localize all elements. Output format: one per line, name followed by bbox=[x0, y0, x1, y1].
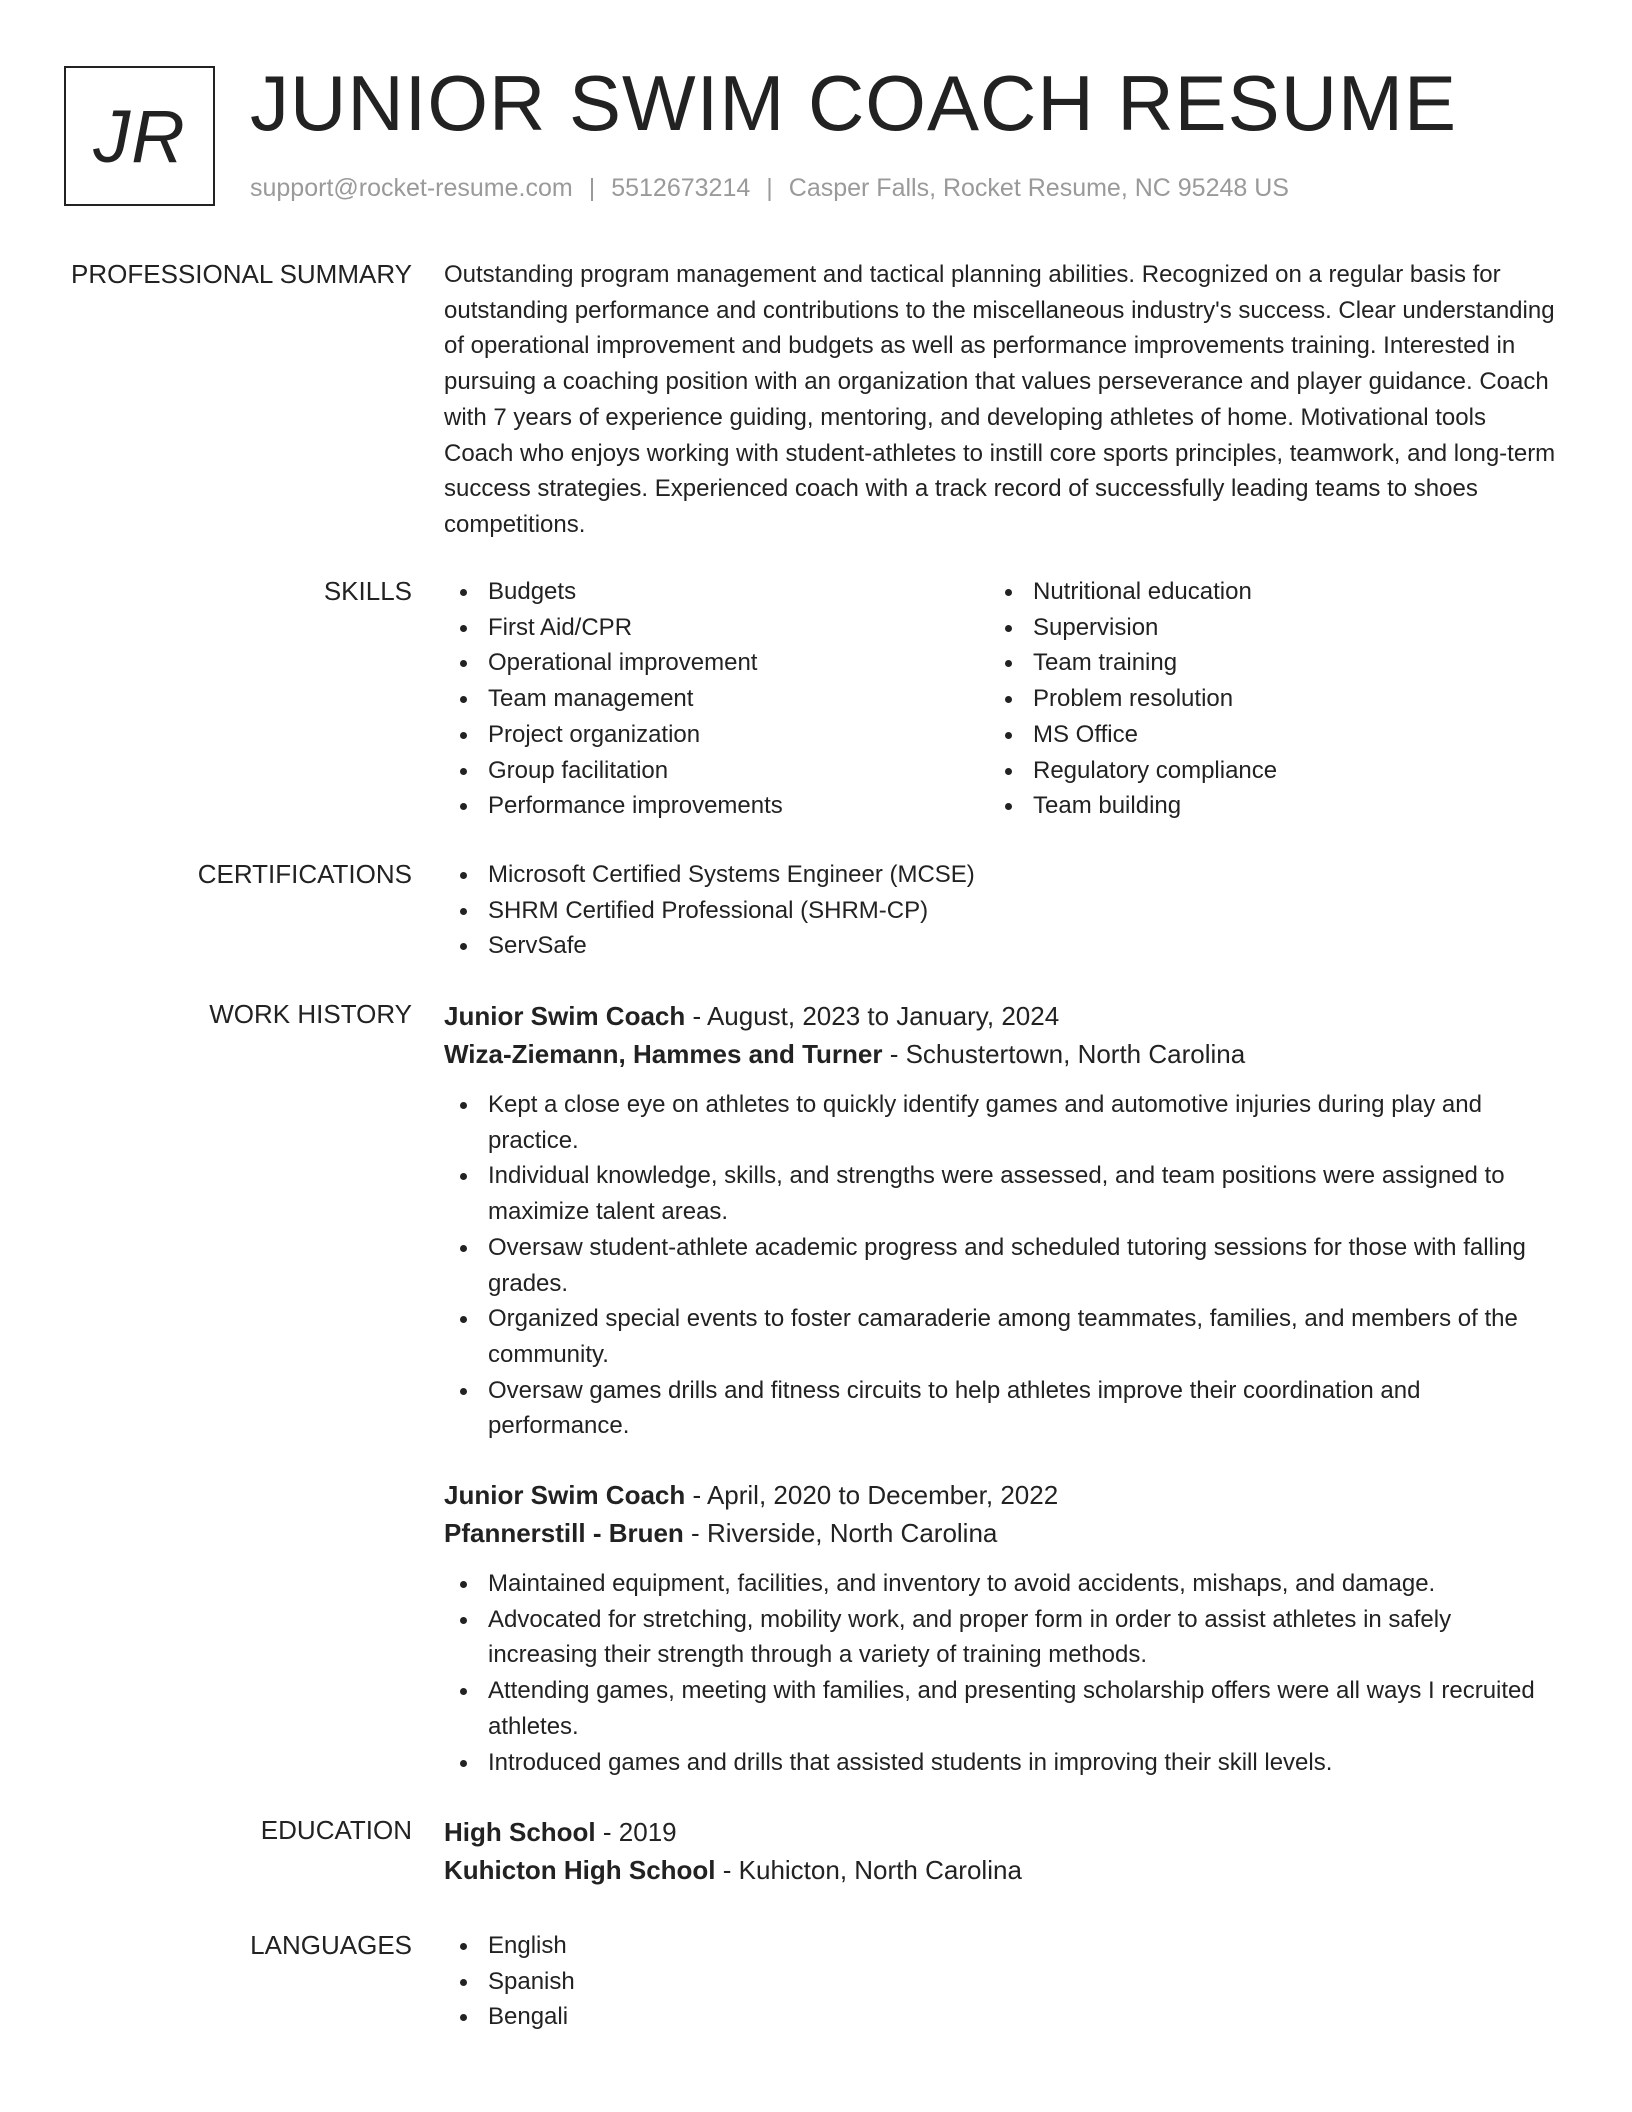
job-dates: April, 2020 to December, 2022 bbox=[706, 1480, 1059, 1511]
job-company: Pfannerstill - Bruen bbox=[444, 1518, 684, 1549]
job-title-line bbox=[444, 1476, 1556, 1514]
certification-item: ServSafe bbox=[444, 928, 1556, 964]
languages-list bbox=[444, 1928, 1556, 2035]
skill-item: MS Office bbox=[989, 717, 1534, 753]
duty-item: Maintained equipment, facilities, and inventory to avoid accidents, mishaps, and damage. bbox=[444, 1566, 1556, 1602]
work-history-body bbox=[444, 997, 1556, 1780]
skill-item: Operational improvement bbox=[444, 645, 989, 681]
skill-item: Team management bbox=[444, 681, 989, 717]
language-item: Bengali bbox=[444, 1999, 1556, 2035]
certification-item: SHRM Certified Professional (SHRM-CP) bbox=[444, 893, 1556, 929]
skill-item: Problem resolution bbox=[989, 681, 1534, 717]
duty-item: Attending games, meeting with families, and presenting scholarship offers were all ways I recruited athletes. bbox=[444, 1673, 1556, 1744]
job-dates: August, 2023 to January, 2024 bbox=[706, 1001, 1060, 1031]
job-duties bbox=[444, 1566, 1556, 1780]
languages-body bbox=[444, 1928, 1556, 2035]
skill-item: First Aid/CPR bbox=[444, 610, 989, 646]
language-item: Spanish bbox=[444, 1964, 1556, 2000]
contact-separator: | bbox=[588, 174, 596, 202]
section-heading: PROFESSIONAL SUMMARY bbox=[71, 259, 412, 289]
dash: - bbox=[715, 1855, 739, 1885]
job-entry bbox=[444, 997, 1556, 1444]
duty-item: Oversaw student-athlete academic progress and scheduled tutoring sessions for those with falling grades. bbox=[444, 1230, 1556, 1301]
contact-address: Casper Falls, Rocket Resume, NC 95248 US bbox=[788, 174, 1289, 202]
skill-item: Team building bbox=[989, 788, 1534, 824]
job-duties bbox=[444, 1087, 1556, 1444]
job-title: Junior Swim Coach bbox=[444, 1001, 686, 1031]
skills-list-left bbox=[444, 574, 989, 824]
monogram-box bbox=[64, 66, 215, 206]
skill-item: Supervision bbox=[989, 610, 1534, 646]
certifications-body bbox=[444, 857, 1556, 964]
education-degree: High School bbox=[444, 1817, 596, 1847]
dash: - bbox=[685, 1480, 707, 1511]
job-company-line bbox=[444, 1514, 1556, 1552]
education-school-line bbox=[444, 1851, 1556, 1889]
education-year: 2019 bbox=[618, 1817, 677, 1847]
dash: - bbox=[882, 1039, 906, 1069]
duty-item: Kept a close eye on athletes to quickly identify games and automotive injuries during play and practice. bbox=[444, 1087, 1556, 1158]
skills-body bbox=[444, 574, 1556, 824]
section-heading: SKILLS bbox=[323, 576, 412, 606]
contact-phone[interactable]: 5512673214 bbox=[611, 174, 751, 202]
contact-email[interactable]: support@rocket-resume.com bbox=[250, 174, 573, 202]
skill-item: Nutritional education bbox=[989, 574, 1534, 610]
skill-item: Team training bbox=[989, 645, 1534, 681]
summary-body bbox=[444, 257, 1556, 543]
certifications-list bbox=[444, 857, 1556, 964]
skill-item: Project organization bbox=[444, 717, 989, 753]
resume-title: JUNIOR SWIM COACH RESUME bbox=[250, 59, 1458, 147]
job-location: Schustertown, North Carolina bbox=[905, 1039, 1246, 1069]
section-heading: CERTIFICATIONS bbox=[197, 859, 412, 889]
duty-item: Oversaw games drills and fitness circuits to help athletes improve their coordination and performance. bbox=[444, 1373, 1556, 1444]
duty-item: Advocated for stretching, mobility work, and proper form in order to assist athletes in safely increasing their strength through a variety of training methods. bbox=[444, 1602, 1556, 1673]
summary-text: Outstanding program management and tactical planning abilities. Recognized on a regular basis for outstanding performance and contributions to the miscellaneous industry's success. Clear understanding of operational improvement and budgets as well as performance improvements training. Interested in pursuing a coaching position with an organization that values perseverance and player guidance. Coach with 7 years of experience guiding, mentoring, and developing athletes of home. Motivational tools Coach who enjoys working with student-athletes to instill core sports principles, teamwork, and long-term success strategies. Experienced coach with a track record of successfully leading teams to shoes competitions. bbox=[444, 261, 1556, 538]
skill-item: Regulatory compliance bbox=[989, 753, 1534, 789]
contact-separator: | bbox=[766, 174, 773, 202]
education-location: Kuhicton, North Carolina bbox=[738, 1855, 1022, 1885]
duty-item: Individual knowledge, skills, and strengths were assessed, and team positions were assigned to maximize talent areas. bbox=[444, 1158, 1556, 1229]
section-heading: WORK HISTORY bbox=[209, 999, 412, 1029]
duty-item: Introduced games and drills that assisted students in improving their skill levels. bbox=[444, 1745, 1556, 1781]
education-school: Kuhicton High School bbox=[444, 1855, 716, 1885]
language-item: English bbox=[444, 1928, 1556, 1964]
job-company-line bbox=[444, 1035, 1556, 1073]
section-heading: LANGUAGES bbox=[250, 1930, 412, 1960]
section-heading: EDUCATION bbox=[260, 1815, 412, 1845]
certification-item: Microsoft Certified Systems Engineer (MCSE) bbox=[444, 857, 1556, 893]
job-entry bbox=[444, 1476, 1556, 1780]
education-degree-line bbox=[444, 1813, 1556, 1851]
skill-item: Budgets bbox=[444, 574, 989, 610]
dash: - bbox=[595, 1817, 619, 1847]
education-body bbox=[444, 1813, 1556, 1889]
duty-item: Organized special events to foster camaraderie among teammates, families, and members of the community. bbox=[444, 1301, 1556, 1372]
job-location: Riverside, North Carolina bbox=[706, 1518, 998, 1549]
dash: - bbox=[685, 1001, 707, 1031]
skills-list-right bbox=[989, 574, 1534, 824]
contact-line bbox=[250, 174, 1289, 203]
job-title: Junior Swim Coach bbox=[444, 1480, 686, 1511]
monogram-initials: JR bbox=[93, 94, 186, 178]
skill-item: Group facilitation bbox=[444, 753, 989, 789]
dash: - bbox=[683, 1518, 707, 1549]
job-title-line bbox=[444, 997, 1556, 1035]
job-company: Wiza-Ziemann, Hammes and Turner bbox=[444, 1039, 883, 1069]
skill-item: Performance improvements bbox=[444, 788, 989, 824]
